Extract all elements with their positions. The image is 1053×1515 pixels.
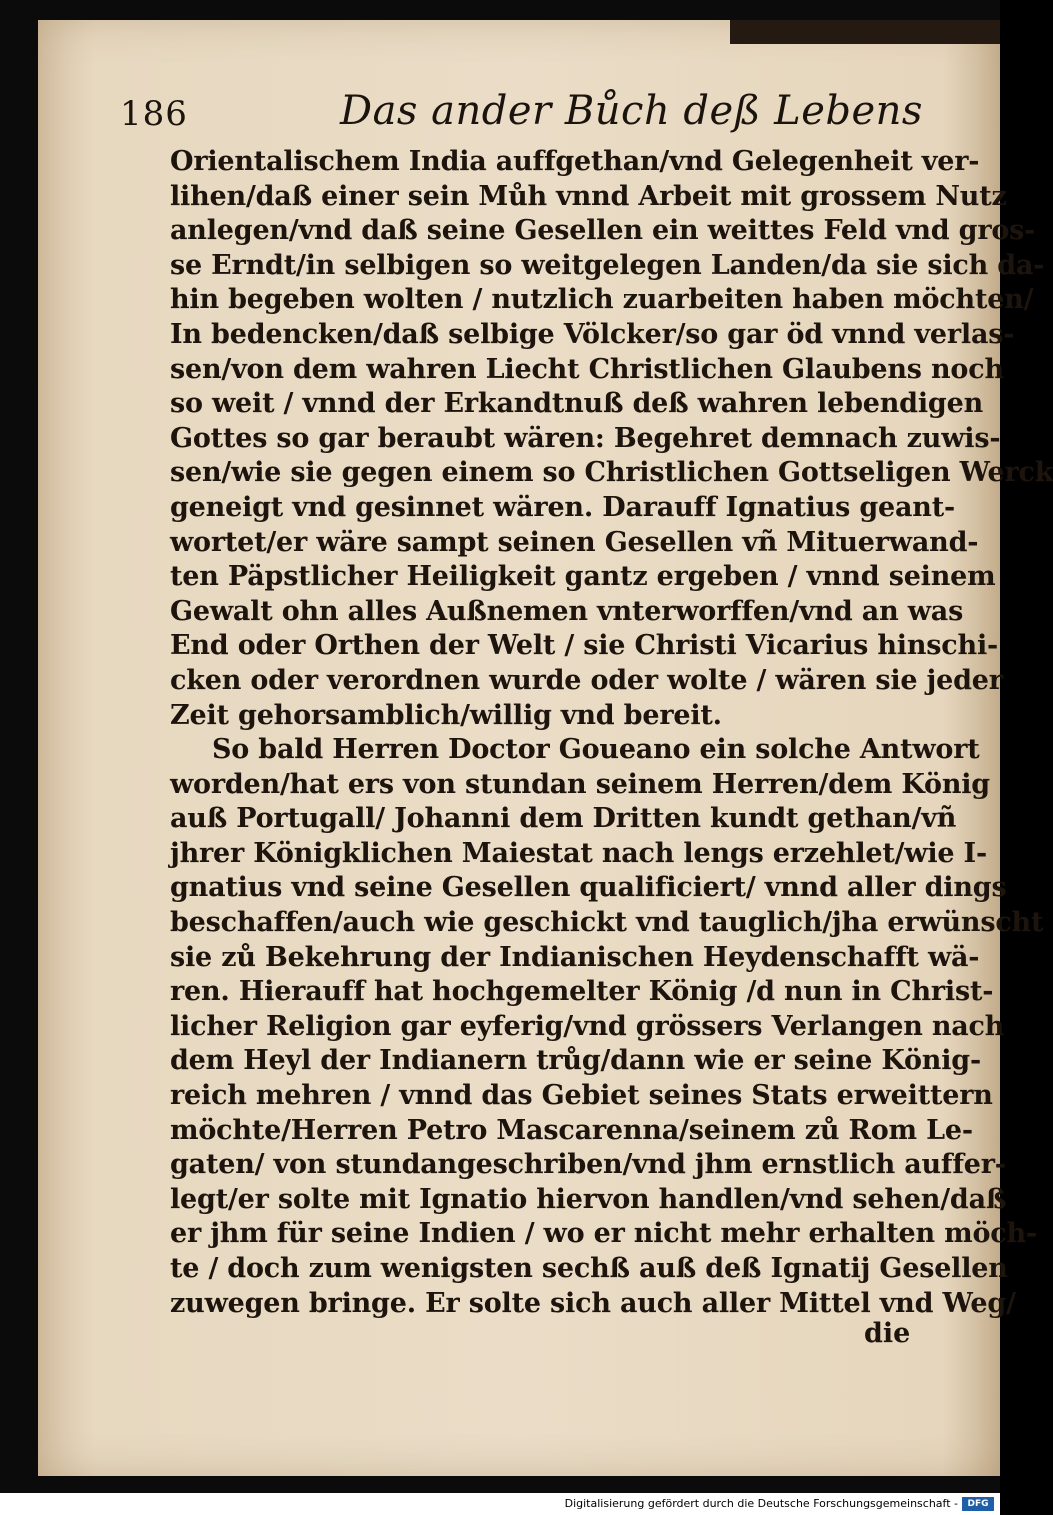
text-line: jhrer Königklichen Maiestat nach lengs erzehlet/wie I- (170, 837, 987, 869)
text-line: In bedencken/daß selbige Völcker/so gar öd vnnd verlas- (170, 318, 1015, 350)
text-line: ten Päpstlicher Heiligkeit gantz ergeben / vnnd seinem (170, 561, 996, 593)
page-number: 186 (120, 94, 188, 134)
text-line: Orientalischem India auffgethan/vnd Gelegenheit ver- (170, 146, 980, 177)
paragraph-start-line: So bald Herren Doctor Goueano ein solche Antwort (212, 734, 980, 766)
text-line: beschaffen/auch wie geschickt vnd tauglich/jha erwünscht (170, 907, 1044, 939)
running-head: Das ander Bůch deß Lebens (340, 88, 923, 134)
text-line: zuwegen bringe. Er solte sich auch aller Mittel vnd Weg/ (170, 1287, 1016, 1319)
text-line: worden/hat ers von stundan seinem Herren/dem König (170, 768, 990, 800)
text-line: anlegen/vnd daß seine Gesellen ein weittes Feld vnd gros- (170, 215, 1036, 247)
text-line: möchte/Herren Petro Mascarenna/seinem zů Rom Le- (170, 1114, 973, 1146)
text-line: gaten/ von stundangeschriben/vnd jhm ernstlich auffer- (170, 1149, 1006, 1181)
text-line: licher Religion gar eyferig/vnd grössers Verlangen nach (170, 1010, 1005, 1042)
catchword: die (864, 1318, 911, 1349)
text-line: sie zů Bekehrung der Indianischen Heydenschafft wä- (170, 941, 980, 973)
text-line: so weit / vnnd der Erkandtnuß deß wahren lebendigen (170, 388, 984, 420)
text-line: geneigt vnd gesinnet wären. Darauff Ignatius geant- (170, 491, 956, 523)
body-text (170, 145, 1053, 1321)
text-line: gnatius vnd seine Gesellen qualificiert/ vnnd aller dings (170, 872, 1007, 904)
text-line: reich mehren / vnnd das Gebiet seines Stats erweittern (170, 1080, 993, 1112)
page-header (120, 88, 923, 144)
page-edge-shadow (730, 20, 1000, 44)
text-line: End oder Orthen der Welt / sie Christi Vicarius hinschi- (170, 630, 999, 662)
footer-credit: Digitalisierung gefördert durch die Deutsche Forschungsgemeinschaft - (564, 1497, 958, 1510)
text-line: wortet/er wäre sampt seinen Gesellen vñ Mituerwand- (170, 526, 979, 558)
text-line: sen/von dem wahren Liecht Christlichen Glaubens noch (170, 353, 1004, 385)
text-line: hin begeben wolten / nutzlich zuarbeiten haben möchten/ (170, 284, 1034, 316)
dfg-logo-icon: DFG (962, 1497, 994, 1511)
text-line: se Erndt/in selbigen so weitgelegen Landen/da sie sich da- (170, 249, 1045, 281)
text-line: cken oder verordnen wurde oder wolte / wären sie jeder (170, 664, 1003, 696)
text-line: legt/er solte mit Ignatio hiervon handlen/vnd sehen/daß (170, 1183, 1007, 1215)
text-line: Gewalt ohn alles Außnemen vnterworffen/vnd an was (170, 595, 964, 627)
text-line: auß Portugall/ Johanni dem Dritten kundt gethan/vñ (170, 803, 957, 835)
text-line: Zeit gehorsamblich/willig vnd bereit. (170, 699, 722, 731)
text-line: lihen/daß einer sein Můh vnnd Arbeit mit grossem Nutz (170, 180, 1007, 212)
text-line: er jhm für seine Indien / wo er nicht mehr erhalten möch- (170, 1218, 1037, 1250)
text-line: sen/wie sie gegen einem so Christlichen Gottseligen Werck (170, 457, 1053, 489)
text-line: te / doch zum wenigsten sechß auß deß Ignatij Gesellen (170, 1253, 1008, 1284)
text-line: Gottes so gar beraubt wären: Begehret demnach zuwis- (170, 422, 1001, 454)
text-line: dem Heyl der Indianern trůg/dann wie er seine König- (170, 1045, 981, 1077)
text-line: ren. Hierauff hat hochgemelter König /d nun in Christ- (170, 976, 994, 1008)
digitization-footer (0, 1493, 1000, 1515)
